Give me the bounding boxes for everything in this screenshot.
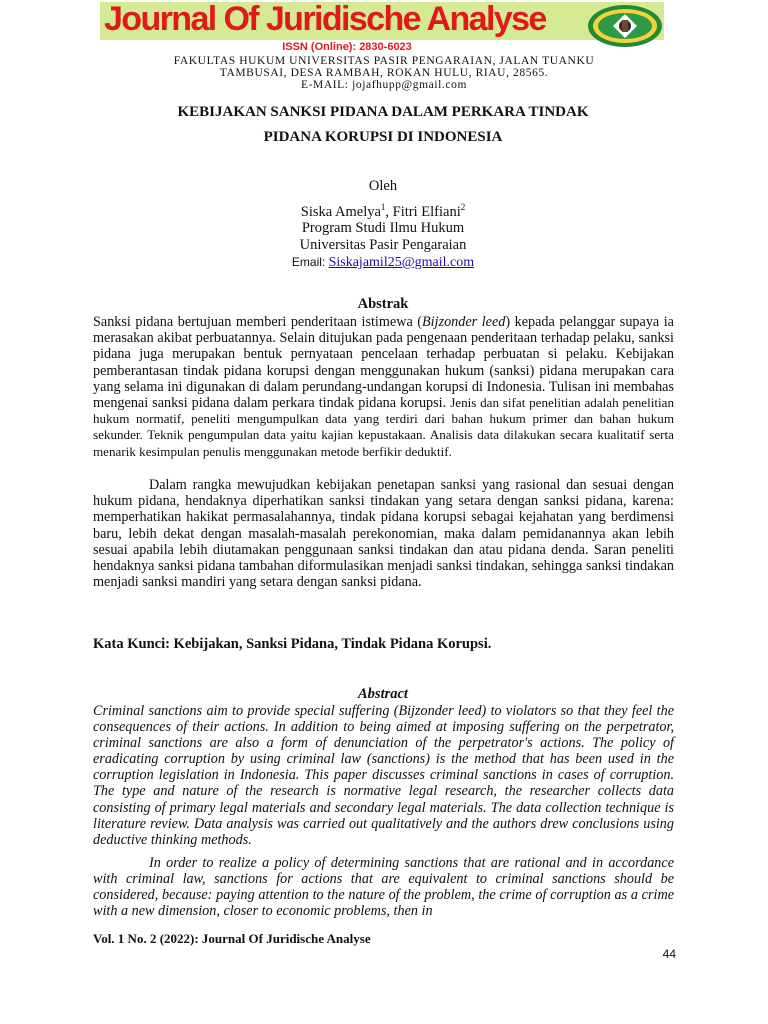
abstract-paragraph-2: In order to realize a policy of determining sanctions that are rational and in accordance with criminal law, sanctions for actions that are equivalent to criminal sanctions should be considered, because: paying attention to the nature of the problem, the crime of corruption as a crime with a new dimension, closer to economic problems, then in <box>93 855 674 920</box>
abstract-paragraph-1: Criminal sanctions aim to provide special suffering (Bijzonder leed) to violators so that they feel the consequences of their actions. In addition to being aimed at imposing suffering on the perpetrator, criminal sanctions are also a form of denunciation of the perpetrator's actions. The policy of eradicating corruption by using criminal law (sanctions) is the method that has been used in the corruption legislation in Indonesia. This paper discusses criminal sanctions in cases of corruption. The type and nature of the research is normative legal research, the researcher collects data consisting of primary legal materials and secondary legal materials. The data collection technique is literature review. Data analysis was carried out qualitatively and the authors drew conclusions using deductive thinking methods. <box>93 703 674 848</box>
abstract-heading: Abstract <box>358 686 408 702</box>
journal-name: Journal Of Juridische Analyse <box>104 0 546 38</box>
author-1-affiliation: 1 <box>380 202 386 212</box>
address-line-1: FAKULTAS HUKUM UNIVERSITAS PASIR PENGARAIAN, JALAN TUANKU <box>173 55 595 67</box>
email-label: Email: <box>291 255 329 269</box>
author-email-link[interactable]: Siskajamil25@gmail.com <box>328 255 475 270</box>
abstrak-p1-term: Bijzonder leed <box>422 314 506 330</box>
abstrak-paragraph-1 <box>93 314 674 460</box>
journal-email: E-MAIL: jojafhupp@gmail.com <box>300 79 468 91</box>
keywords: Kata Kunci: Kebijakan, Sanksi Pidana, Tindak Pidana Korupsi. <box>93 636 492 652</box>
abstrak-heading: Abstrak <box>357 296 409 312</box>
address-line-2: TAMBUSAI, DESA RAMBAH, ROKAN HULU, RIAU, 28565. <box>219 67 549 79</box>
authors <box>92 202 674 221</box>
issn: ISSN (Online): 2830-6023 <box>282 41 412 53</box>
author-email-line <box>92 255 674 271</box>
footer-citation: Vol. 1 No. 2 (2022): Journal Of Juridische Analyse <box>93 931 371 946</box>
article-title-line-1: KEBIJAKAN SANKSI PIDANA DALAM PERKARA TINDAK <box>177 104 589 120</box>
abstrak-p1-method: Jenis dan sifat penelitian adalah penelitian hukum normatif, peneliti mengumpulkan data yang terdiri dari bahan hukum primer dan bahan hukum sekunder. Teknik pengumpulan data yaitu kajian kepustakaan. Analisis data dilakukan secara kualitatif serta menarik kesimpulan penulis menggunakan metode berfikir deduktif. <box>93 395 674 459</box>
author-2-affiliation: 2 <box>460 202 466 212</box>
author-separator: , <box>385 203 393 220</box>
abstrak-p1-text-b: ) kepada pelanggar supaya ia merasakan akibat perbuatannya. Selain ditujukan pada pengenaan penderitaan terhadap pelaku, sanksi pidana juga merupakan bentuk pernyataan pencelaan terhadap perbuatan si pelaku. Kebijakan pemberantasan tindak pidana korupsi dengan menggunakan hukum (sanksi) pidana merupakan cara yang selama ini digunakan di dalam perundang-undangan korupsi di Indonesia. Tulisan ini membahas mengenai sanksi pidana dalam perkara tindak pidana korupsi. <box>93 314 674 412</box>
page-number: 44 <box>662 947 676 961</box>
abstrak-paragraph-2: Dalam rangka mewujudkan kebijakan penetapan sanksi yang rasional dan sesuai dengan hukum pidana, hendaknya diperhatikan sanksi tindakan yang setara dengan sanksi pidana, karena: memperhatikan hakikat permasalahannya, tindak pidana korupsi sebagai kejahatan yang berdimensi baru, lebih dekat dengan masalah-masalah perekonomian, maka dalam pemidanannya akan lebih sesuai apabila lebih diutamakan penggunaan sanksi tindakan dan atau pidana denda. Saran peneliti hendaknya sanksi pidana tambahan diformulasikan menjadi sanksi tindakan, sehingga sanksi tindakan menjadi sanksi mandiri yang setara dengan sanksi pidana. <box>93 477 674 591</box>
author-2: Fitri Elfiani <box>392 203 461 220</box>
abstrak-p1-text-a: Sanksi pidana bertujuan memberi penderitaan istimewa ( <box>93 314 423 330</box>
author-1: Siska Amelya <box>300 203 381 220</box>
university-logo-icon <box>587 4 663 48</box>
article-title-line-2: PIDANA KORUPSI DI INDONESIA <box>263 129 503 145</box>
program: Program Studi Ilmu Hukum <box>301 220 465 236</box>
university: Universitas Pasir Pengaraian <box>299 237 467 253</box>
by-label: Oleh <box>368 178 398 194</box>
